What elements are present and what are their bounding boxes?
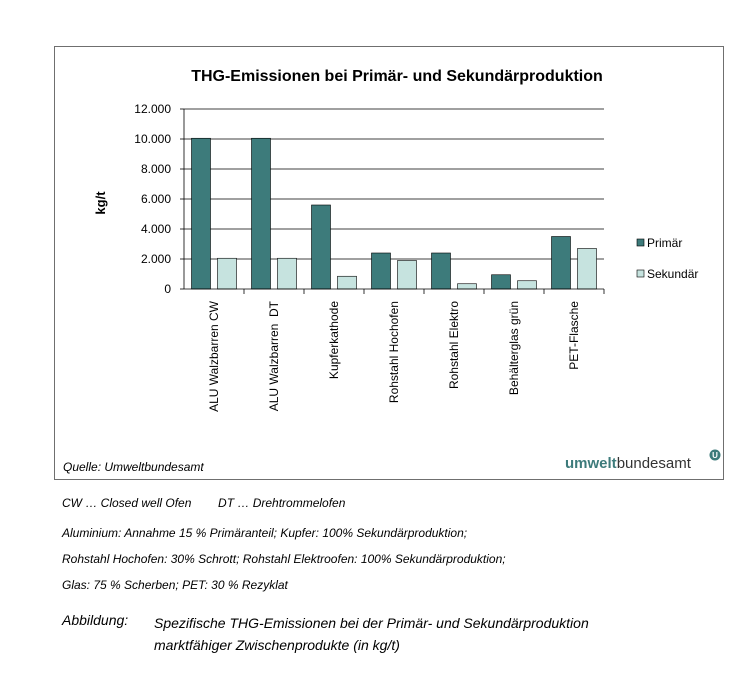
legend-label-sekundar: Sekundär: [647, 267, 699, 281]
bar-primar: [552, 237, 571, 290]
y-tick-label: 12.000: [134, 102, 171, 116]
y-tick-label: 2.000: [140, 252, 171, 266]
figure-caption-line-1: Spezifische THG-Emissionen bei der Primär- und Sekundärproduktion: [154, 615, 589, 631]
legend-label-primar: Primär: [647, 236, 683, 250]
bar-sekundar: [338, 276, 357, 289]
bar-primar: [192, 138, 211, 289]
y-tick-label: 0: [164, 282, 171, 296]
y-tick-label: 8.000: [140, 162, 171, 176]
bar-sekundar: [278, 258, 297, 289]
logo-text-umwelt: umwelt: [565, 455, 617, 472]
figure-caption: [154, 612, 714, 656]
bar-sekundar: [518, 281, 537, 289]
logo-text-bundesamt: bundesamt: [616, 455, 691, 472]
bar-sekundar: [578, 249, 597, 290]
footnote-line-1: Aluminium: Annahme 15 % Primäranteil; Kupfer: 100% Sekundärproduktion;: [62, 526, 468, 540]
chart-frame: [54, 46, 724, 480]
legend-swatch-sekundar: [637, 270, 644, 277]
x-tick-label: Rohstahl Elektro: [447, 301, 461, 390]
svg-text:umweltbundesamt: [565, 455, 692, 472]
bar-sekundar: [398, 261, 417, 290]
x-tick-label: Kupferkathode: [327, 301, 341, 380]
bar-primar: [252, 138, 271, 289]
source-note: Quelle: Umweltbundesamt: [63, 460, 204, 474]
bar-sekundar: [218, 258, 237, 289]
x-tick-label: Behälterglas grün: [507, 301, 521, 396]
chart: [55, 47, 723, 479]
y-axis-label: kg/t: [93, 191, 108, 215]
abbreviation-note: CW … Closed well Ofen DT … Drehtrommelofen: [62, 496, 346, 510]
x-tick-label: ALU Walzbarren CW: [207, 301, 221, 412]
umweltbundesamt-logo: [565, 450, 721, 473]
bar-primar: [492, 275, 511, 289]
chart-title: THG-Emissionen bei Primär- und Sekundärproduktion: [191, 68, 603, 85]
bar-sekundar: [458, 284, 477, 289]
y-tick-label: 4.000: [140, 222, 171, 236]
figure-label: Abbildung:: [62, 612, 129, 628]
x-tick-label: Rohstahl Hochofen: [387, 301, 401, 404]
logo-mark-letter: U: [712, 451, 718, 460]
legend: [637, 236, 698, 281]
bar-primar: [312, 205, 331, 289]
x-tick-label: PET-Flasche: [567, 301, 581, 370]
legend-swatch-primar: [637, 239, 644, 246]
y-tick-label: 10.000: [134, 132, 171, 146]
grid-layer: [184, 109, 604, 259]
footnote-line-3: Glas: 75 % Scherben; PET: 30 % Rezyklat: [62, 578, 288, 592]
footnote-line-2: Rohstahl Hochofen: 30% Schrott; Rohstahl Elektroofen: 100% Sekundärproduktion;: [62, 552, 506, 566]
bar-primar: [372, 253, 391, 289]
y-tick-label: 6.000: [140, 192, 171, 206]
bar-primar: [432, 253, 451, 289]
x-tick-label: ALU Walzbarren DT: [267, 301, 281, 412]
bar-layer: [192, 138, 597, 289]
figure-caption-line-2: marktfähiger Zwischenprodukte (in kg/t): [154, 637, 400, 653]
